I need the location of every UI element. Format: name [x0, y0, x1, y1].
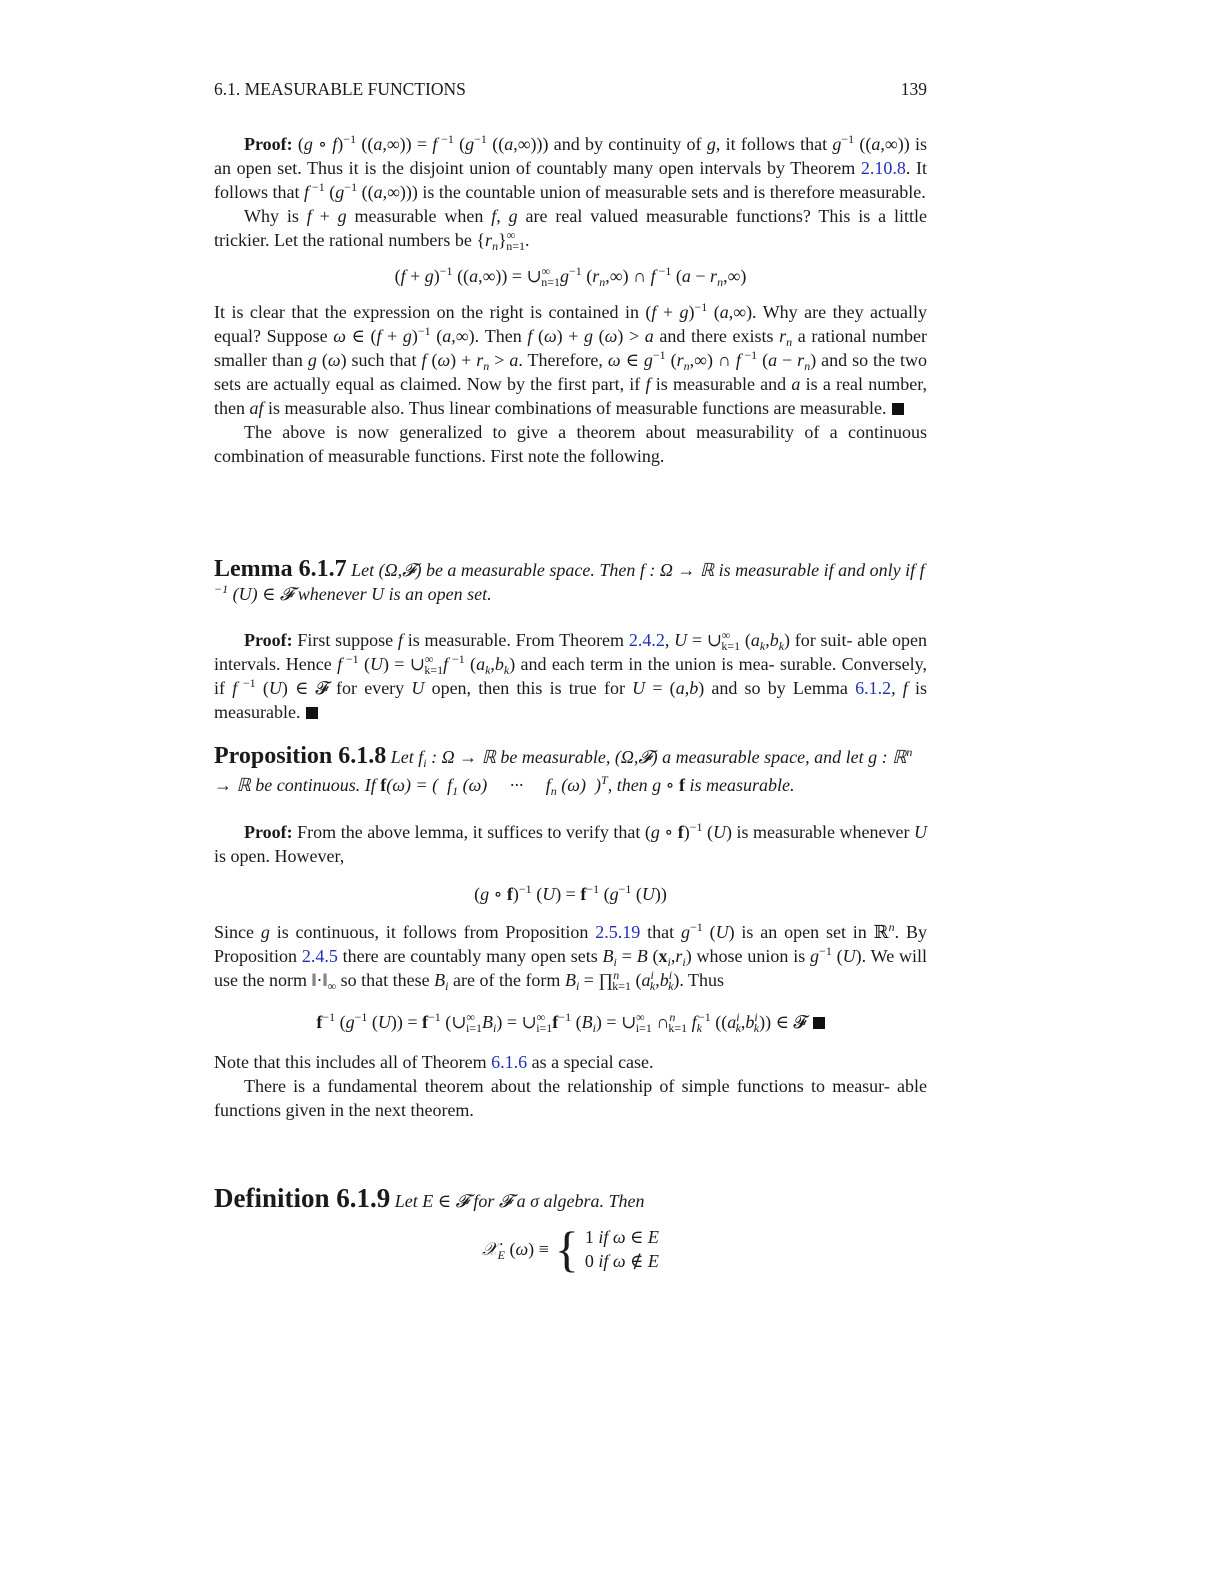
ref-proposition-2-5-19[interactable]: 2.5.19: [595, 922, 641, 942]
proof-paragraph: Proof: First suppose f is measurable. From Theorem 2.4.2, $U = \cup^\infty_{k=1}$ $(a_k,b_k)$ for suit- able open intervals. Hence f $^{-1}$ $(U) = \cup^\infty_{k=1}f$ $^{-1}$ $(a_k,b_k)$ and each term in the union is mea- surable. Conversely, if f $^{-1}$ (U) ∈ 𝓕 for every U open, then this is true for U = (a,b) and so by Lemma 6.1.2, f is measurable.: [214, 628, 927, 722]
piecewise-definition: 𝒳$_E$ (ω) ≡ { 1 if ω ∈ E 0 if ω ∉ E: [482, 1221, 659, 1277]
definition-6-1-9: [214, 1183, 927, 1277]
lemma-label: Lemma 6.1.7: [214, 556, 347, 582]
qed-symbol: [892, 403, 904, 415]
ref-proposition-2-4-5[interactable]: 2.4.5: [301, 946, 338, 966]
proof-proposition-6-1-8: [214, 820, 927, 1122]
paragraph: The above is now generalized to give a theorem about measurability of a continuous combination of measurable functions. First note the following.: [214, 422, 927, 466]
lemma-6-1-7: [214, 557, 927, 606]
definition-label: Definition 6.1.9: [214, 1183, 391, 1213]
proof-paragraph: Proof: From the above lemma, it suffices to verify that (g ∘ f)$^{-1}$ (U) is measurable whenever U is open. However,: [214, 820, 928, 866]
display-equation: (g ∘ f)$^{-1}$ $(U) = f^{-1}$ ($g^{-1}$ (U)): [474, 882, 667, 904]
paragraph: It is clear that the expression on the right is contained in $(f + g)^{-1}$ (a,∞). Why are they actually equal? Suppose ω ∈ $(f + g)^{-1}$ (a,∞). Then f (ω) + g (ω) > a and there exists $r_n$ a rational number smaller than g (ω) such that f $(\omega) + r_n > a$. Therefore, ω ∈ $g^{-1}$ $(r_n,\infty)$ ∩ f $^{-1}$ $(a - r_n)$ and so the two sets are actually equal as claimed. Now by the first part, if f is measurable and a is a real number, then af is measurable also. Thus linear combinations of measurable functions are measurable.: [214, 300, 928, 418]
proposition-label: Proposition 6.1.8: [214, 743, 387, 769]
paragraph: There is a fundamental theorem about the relationship of simple functions to measur- able functions given in the next theorem.: [214, 1076, 927, 1120]
ref-theorem-2-10-8[interactable]: 2.10.8: [860, 158, 906, 178]
running-header: [214, 77, 927, 101]
page-number: 139: [900, 79, 927, 99]
proof-paragraph: Proof: (g ∘ f)$^{-1}$ ((a,∞)) = f $^{-1}$ ($g^{-1}$ ((a,∞))) and by continuity of g, it follows that $g^{-1}$ ((a,∞)) is an open set. Thus it is the disjoint union of countably many open intervals by Theorem 2.10.8. It follows that f $^{-1}$ ($g^{-1}$ ((a,∞))) is the countable union of measurable sets and is therefore measurable.: [214, 132, 928, 202]
definition-statement: Definition 6.1.9 Let E ∈ 𝓕 for 𝓕 a σ algebra. Then: [214, 1183, 645, 1213]
section-title: 6.1. MEASURABLE FUNCTIONS: [214, 79, 466, 99]
proof-label: Proof:: [244, 630, 293, 650]
qed-symbol: [306, 707, 318, 719]
display-equation: $f^{-1}$ ($g^{-1}$ $(U)) = f^{-1}$ $(\cup^\infty_{i=1}B_i)$ = $\cup^\infty_{i=1}f^{-1}$ $(B_i)$ = $\cup^\infty_{i=1}$ ∩$^n_{k=1}$ $f_k^{-1}$ $((a^i_k,b^i_k))$ ∈ 𝓕: [214, 1010, 927, 1034]
proof-linear-combinations: [214, 132, 927, 468]
ref-theorem-6-1-6[interactable]: 6.1.6: [491, 1052, 528, 1072]
paragraph: Why is f + g measurable when f, g are real valued measurable functions? This is a little trickier. Let the rational numbers be $\{r_n\}^\infty_{n=1}$.: [214, 206, 928, 253]
paragraph: Since g is continuous, it follows from Proposition 2.5.19 that $g^{-1}$ (U) is an open set in ℝ$^n$. By Proposition 2.4.5 there are countably many open sets $B_i = B$ $(x_i,r_i)$ whose union is $g^{-1}$ (U). We will use the norm $‖\cdot‖_\infty$ so that these $B_i$ are of the form $B_i$ = ∏$^n_{k=1}$ $(a^i_k,b^i_k)$. Thus: [214, 920, 928, 993]
proposition-6-1-8: [214, 742, 927, 799]
qed-symbol: [813, 1017, 825, 1029]
proof-label: Proof:: [244, 822, 293, 842]
proof-lemma-6-1-7: [214, 628, 927, 724]
display-equation: [214, 1221, 927, 1277]
ref-theorem-2-4-2[interactable]: 2.4.2: [628, 630, 665, 650]
display-equation: $(f + g)^{-1}$ $((a,\infty)) = \cup^\infty_{n=1}g^{-1}$ $(r_n,\infty)$ ∩ f $^{-1}$ $(a - r_n,\infty)$: [394, 264, 747, 289]
page: [214, 0, 927, 1584]
proof-label: Proof:: [244, 134, 293, 154]
lemma-statement: Lemma 6.1.7 Let (Ω,𝓕) be a measurable space. Then f : Ω → ℝ is measurable if and only if f $^{-1}$ (U) ∈ 𝓕 whenever U is an open set.: [214, 556, 925, 604]
proposition-statement: Proposition 6.1.8 Let $f_i$ : Ω → ℝ be measurable, (Ω,𝓕) a measurable space, and let g : ℝ$^n$ → ℝ be continuous. If f(ω) = ( $f_1$ (ω) ··· $f_n$ (ω) )$^T$, then g ∘ f is measurable.: [214, 743, 913, 798]
ref-lemma-6-1-2[interactable]: 6.1.2: [855, 678, 892, 698]
paragraph: Note that this includes all of Theorem 6.1.6 as a special case.: [214, 1052, 654, 1072]
